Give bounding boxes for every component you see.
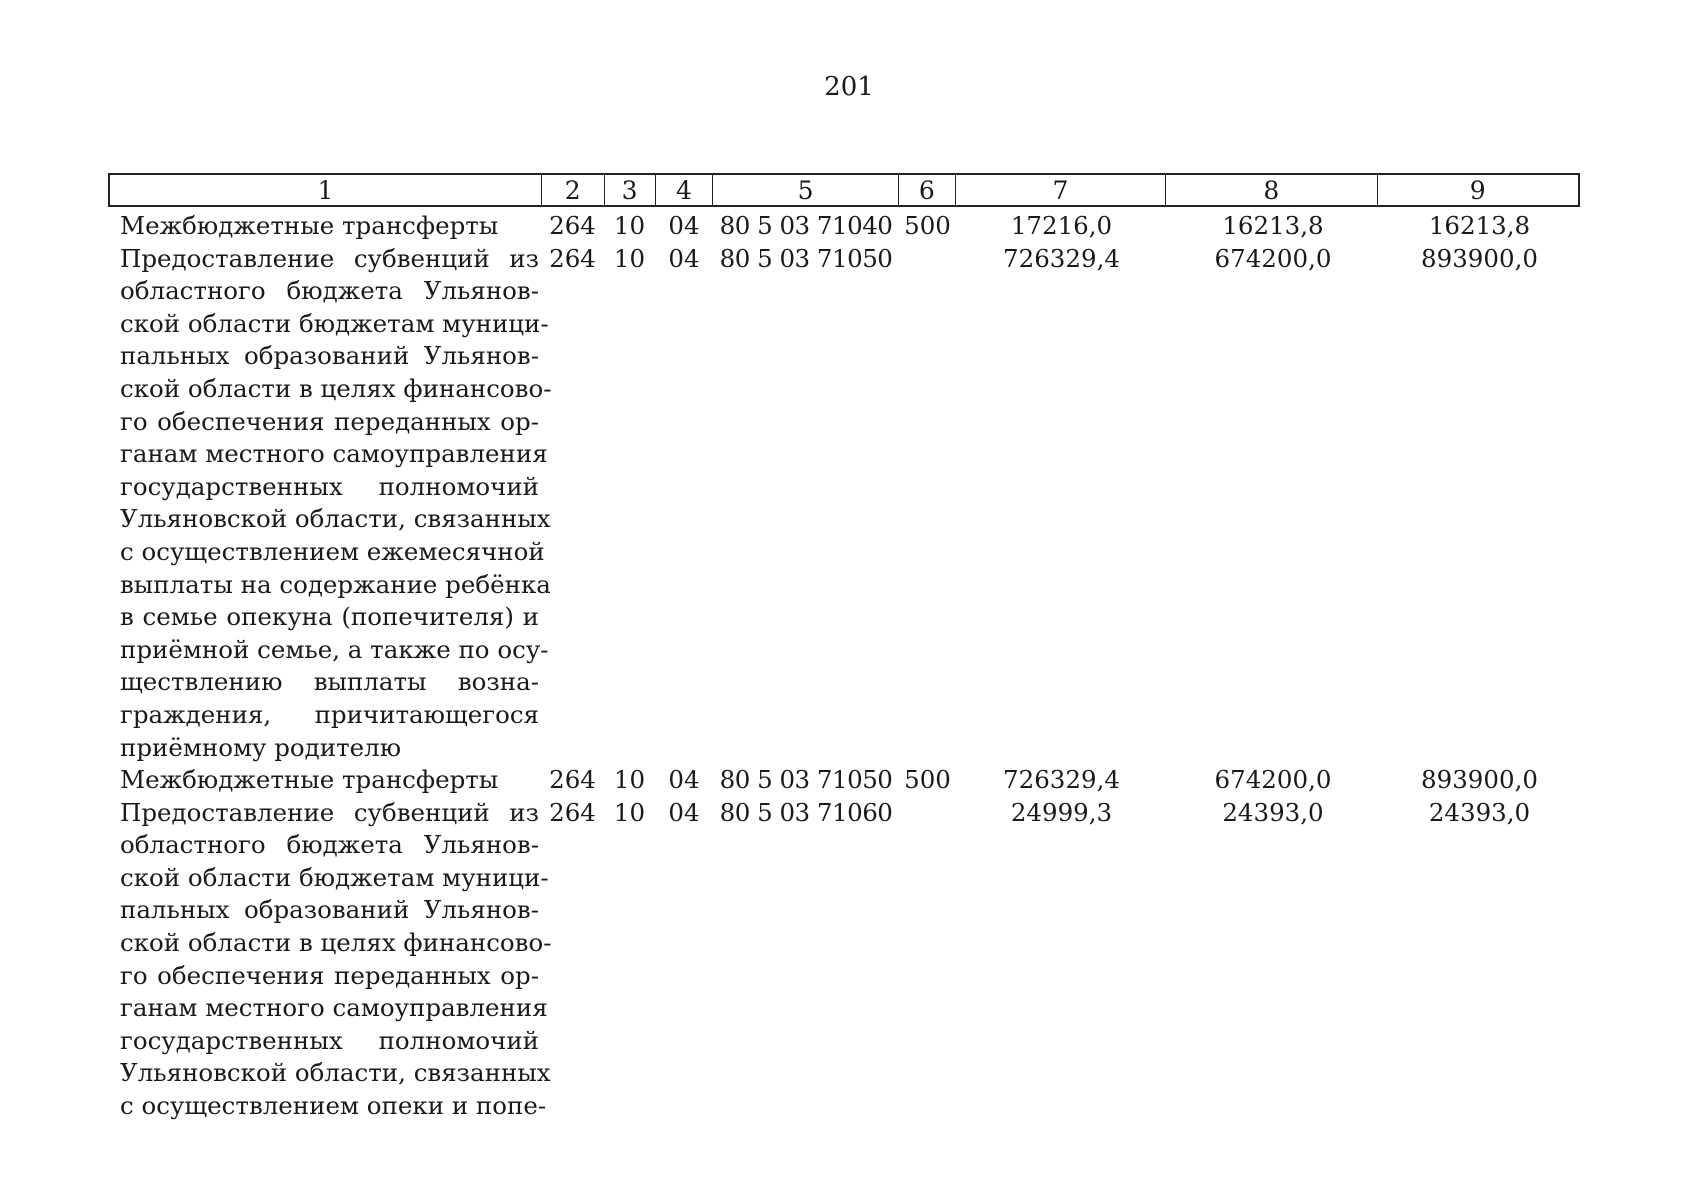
row-amount-col7: 726329,4: [1003, 243, 1120, 273]
row-chapter: 264: [549, 211, 596, 240]
description-line: ской области в целях финансово-: [120, 928, 552, 958]
row-section: 10: [613, 211, 646, 240]
row-amount-col7: 24999,3: [1010, 797, 1113, 827]
row-description: [108, 764, 541, 797]
description-line: ществлению выплаты возна-: [120, 667, 539, 697]
description-line: пальных образований Ульянов-: [120, 895, 539, 925]
header-col-9: 9: [1469, 175, 1486, 205]
header-col-5: 5: [713, 175, 899, 205]
row-amount-col8: 24393,0: [1222, 797, 1324, 827]
row-subsection: 04: [668, 797, 700, 827]
description-line: го обеспечения переданных ор-: [120, 960, 539, 990]
row-target-article: 80 5 03 71040: [719, 211, 893, 240]
row-subsection: 04: [668, 765, 700, 795]
description-line: государственных полномочий: [120, 1025, 539, 1055]
row-target-article: 80 5 03 71060: [719, 797, 893, 827]
row-chapter: 264: [549, 765, 596, 795]
description-line: выплаты на содержание ребёнка: [120, 569, 551, 599]
description-line: приёмной семье, а также по осу-: [120, 634, 549, 664]
table-header: [108, 173, 1580, 207]
header-col-4: 4: [656, 175, 714, 205]
description-line: Межбюджетные трансферты: [120, 211, 499, 240]
description-line: государственных полномочий: [120, 471, 539, 501]
row-target-article: 80 5 03 71050: [719, 243, 893, 273]
description-line: приёмному родителю: [120, 732, 402, 762]
header-col-8: 8: [1166, 175, 1377, 205]
row-description: [108, 797, 552, 1123]
description-line: ганам местного самоуправления: [120, 439, 548, 469]
row-description: [108, 210, 541, 243]
description-line: Предоставление субвенций из: [120, 243, 539, 273]
description-line: Предоставление субвенций из: [120, 797, 539, 827]
row-target-article: 80 5 03 71050: [719, 765, 893, 795]
description-line: пальных образований Ульянов-: [120, 341, 539, 371]
header-col-7: 7: [956, 175, 1166, 205]
table-row: [108, 764, 1580, 797]
description-line: Ульяновской области, связанных: [120, 504, 551, 534]
row-amount-col8: 674200,0: [1214, 243, 1332, 273]
row-chapter: 264: [549, 243, 596, 273]
description-line: с осуществлением ежемесячной: [120, 536, 545, 566]
description-line: го обеспечения переданных ор-: [120, 406, 539, 436]
table-row: [108, 243, 1580, 765]
description-line: областного бюджета Ульянов-: [120, 276, 539, 306]
row-subsection: 04: [668, 211, 700, 240]
header-col-1: 1: [110, 175, 542, 205]
page-number: 201: [824, 72, 874, 102]
row-chapter: 264: [549, 797, 596, 827]
row-amount-col8: 16213,8: [1222, 211, 1324, 240]
row-amount-col8: 674200,0: [1214, 765, 1332, 795]
description-line: с осуществлением опеки и попе-: [120, 1091, 547, 1121]
header-col-6: 6: [899, 175, 956, 205]
row-amount-col7: 726329,4: [1003, 765, 1120, 795]
row-expense-type: 500: [904, 211, 951, 240]
description-line: в семье опекуна (попечителя) и: [120, 602, 539, 632]
description-line: областного бюджета Ульянов-: [120, 830, 539, 860]
description-line: ской области бюджетам муници-: [120, 862, 549, 892]
row-description: [108, 243, 552, 765]
row-section: 10: [613, 243, 646, 273]
description-line: ской области в целях финансово-: [120, 373, 552, 403]
row-section: 10: [613, 797, 646, 827]
header-col-2: 2: [542, 175, 605, 205]
row-amount-col9: 16213,8: [1428, 211, 1531, 240]
description-line: Межбюджетные трансферты: [120, 765, 499, 795]
row-expense-type: 500: [904, 765, 951, 795]
description-line: ской области бюджетам муници-: [120, 308, 549, 338]
table-row: [108, 210, 1580, 243]
description-line: Ульяновской области, связанных: [120, 1058, 551, 1088]
row-amount-col9: 893900,0: [1421, 243, 1538, 273]
row-amount-col9: 24393,0: [1428, 797, 1531, 827]
description-line: ганам местного самоуправления: [120, 993, 548, 1023]
description-line: граждения, причитающегося: [120, 699, 539, 729]
row-section: 10: [613, 765, 646, 795]
header-col-3: 3: [605, 175, 656, 205]
table-row: [108, 797, 1580, 1123]
row-amount-col9: 893900,0: [1421, 765, 1538, 795]
row-amount-col7: 17216,0: [1010, 211, 1113, 240]
row-subsection: 04: [668, 243, 700, 273]
table-body: [108, 210, 1580, 1123]
